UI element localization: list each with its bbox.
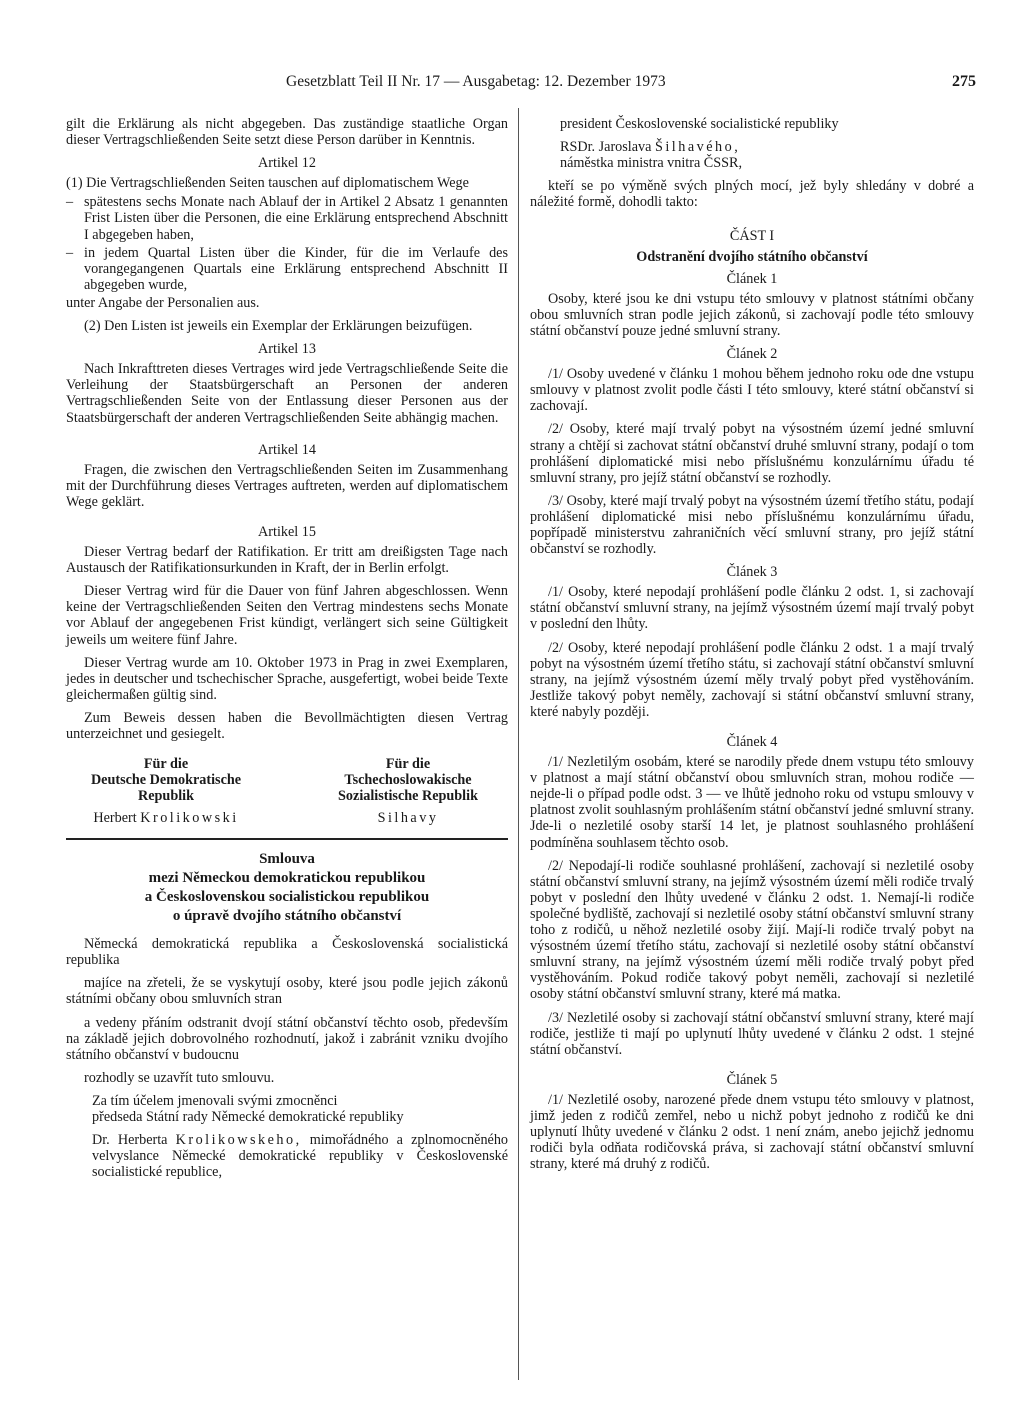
page-header [286,73,976,97]
treaty-title-line: a Československou socialistickou republikou [144,889,430,906]
treaty-p7 [66,1132,508,1180]
column-divider [518,108,519,1380]
clanek-3-p2: /2/ Osoby, které nepodají prohlášení podle článku 2 odst. 1 a mají trvalý pobyt na výsostném území třetího státu, si zachovají státní občanství smluvní strany, na jejímž výsostném území měly trvalý pobyt před vystěhováním. Jestliže takový pobyt neměly, zachovají si státní občanství smluvní strany, které nabyly později. [530,639,974,720]
right-column [530,116,974,1179]
artikel-12-dash-item-2 [66,245,508,293]
clanek-1-text: Osoby, které jsou ke dni vstupu této smlouvy v platnost státními občany obou smluvních stran podle jejich zákonů, si zachovají podle této smlouvy státní občanství pouze jedné smluvní strany. [530,290,974,339]
plenipotentiary-title: mimořádného a zplnomocněného velvyslance Německé demokratické republiky v Československé socialistické republice, [92,1132,509,1181]
clanek-2-p2: /2/ Osoby, které mají trvalý pobyt na výsostném území jedné smluvní strany a chtějí si zachovat státní občanství druhé smluvní strany, podají o tom prohlášení diplomatické misi nebo příslušnému konzulárnímu úřadu té smluvní strany, pro jejíž státní občanství se rozhodly. [530,421,974,486]
clanek-2-p1: /1/ Osoby uvedené v článku 1 mohou během jednoho roku ode dne vstupu smlouvy v platnost zvolit podle části I této smlouvy, které státní občanství si zachovají. [530,366,974,415]
signature-org: Tschechoslowakische [344,772,472,789]
treaty-p3: a vedeny přáním odstranit dvojí státní občanství těchto osob, především na základě jejich dobrovolného rozhodnutí, jakož i zabránit vzniku dvojího státního občanství v budoucnu [66,1014,508,1063]
treaty-p1: Německá demokratická republika a Československá socialistická republika [66,936,508,969]
treaty-title-line: mezi Německou demokratickou republikou [148,870,426,887]
section-divider [66,838,508,840]
signatory-first-name: Herbert [93,810,137,827]
signature-for: Für die [385,756,431,773]
header-title: Gesetzblatt Teil II Nr. 17 — Ausgabetag: 12. Dezember 1973 [286,73,666,90]
plenipotentiary-name: Šilhavého, [654,139,741,156]
artikel-15-p3: Dieser Vertrag wurde am 10. Oktober 1973 in Prag in zwei Exemplaren, jedes in deutscher und tschechischer Sprache, ausgefertigt, wobei beide Texte gleichermaßen gültig sind. [66,654,508,703]
artikel-12-tail: unter Angabe der Personalien aus. [66,294,260,311]
treaty-p5: Za tím účelem jmenovali svými zmocněnci [92,1092,338,1109]
plenipotentiary-name: Krolikowskeho, [175,1132,302,1149]
dash-marker: – [66,244,74,261]
right-p1b: náměstka ministra vnitra ČSSR, [560,155,743,172]
dash-text: in jedem Quartal Listen über die Kinder, für die im Verlaufe des vorangegangenen Quartals eine Erklärung entsprechend Abschnitt II abgegeben wurde, [84,244,508,293]
artikel-12-p2: (2) Den Listen ist jeweils ein Exemplar der Erklärungen beizufügen. [84,318,473,335]
artikel-12-dash-item-1 [66,194,508,242]
right-p1 [530,139,974,155]
right-p2: kteří se po výměně svých plných mocí, jež byly shledány v dobré a náležité formě, dohodli takto: [530,178,974,211]
signature-gdr [66,756,266,826]
artikel-13-heading: Artikel 13 [258,341,316,358]
signature-cssr [308,756,508,826]
dash-text: spätestens sechs Monate nach Ablauf der in Artikel 2 Absatz 1 genannten Frist Listen über die Personen, die eine Erklärung entsprechend Abschnitt I abgegeben haben, [84,194,508,243]
treaty-title-line: Smlouva [259,851,315,868]
treaty-title [66,850,508,926]
dash-marker: – [66,194,74,211]
artikel-15-heading: Artikel 15 [258,523,316,540]
artikel-15-p1: Dieser Vertrag bedarf der Ratifikation. Er tritt am dreißigsten Tage nach Austausch der Ratifikationsurkunden in Kraft, der in Berlin erfolgt. [66,544,508,577]
right-p0: president Československé socialistické republiky [560,116,839,132]
signatory-name [66,810,266,826]
clanek-3-heading: Článek 3 [726,564,778,581]
clanek-4-p1: /1/ Nezletilým osobám, které se narodily přede dnem vstupu této smlouvy v platnost a mají státní občanství obou smluvních stran, mohou rodiče — nejde-li o případ podle odst. 3 — ve lhůtě jednoho roku od vstupu smlouvy v platnost zvolit souhlasným prohlášením státní občanství jedné smluvní strany. Jde-li o nezletilé osoby starší 14 let, je platnost souhlasného prohlášení podmíněna souhlasem těchto osob. [530,754,974,851]
clanek-4-heading: Článek 4 [726,734,778,750]
signature-org: Sozialistische Republik [338,788,478,805]
signature-org: Deutsche Demokratische [90,772,242,789]
clanek-5-heading: Článek 5 [726,1071,778,1088]
artikel-12-p1: (1) Die Vertragschließenden Seiten tauschen auf diplomatischem Wege [66,175,469,192]
intro-paragraph: gilt die Erklärung als nicht abgegeben. Das zuständige staatliche Organ dieser Vertragschließenden Seite setzt diese Person darüber in Kenntnis. [66,116,508,149]
signature-org: Republik [138,788,194,805]
part-1-heading: ČÁST I [729,228,775,245]
signatory-name: Silhavy [377,810,439,827]
page-number: 275 [952,73,976,90]
signatory-last-name: Krolikowski [140,810,239,827]
artikel-15-p2: Dieser Vertrag wird für die Dauer von fünf Jahren abgeschlossen. Wenn keine der Vertragschließenden Seiten den Vertrag mindestens sechs Monate vor Ablauf der angegebenen Frist kündigt, verlängert sich seine Gültigkeit jeweils um weitere fünf Jahre. [66,583,508,648]
clanek-5-p1: /1/ Nezletilé osoby, narozené přede dnem vstupu této smlouvy v platnost, jimž jeden z rodičů zemřel, nebo u nichž pobyt jednoho z rodičů ke dni uplynutí lhůty uvedené v článku 2 odst. 1 není znám, anebo jejichž jednomu rodiči byla odňata rodičovská práva, si zachovají státní občanství smluvní strany, které má druhý z rodičů. [530,1091,974,1173]
artikel-14-text: Fragen, die zwischen den Vertragschließenden Seiten im Zusammenhang mit der Durchführung dieses Vertrages auftreten, werden auf diplomatischem Wege geklärt. [66,461,508,510]
artikel-14-heading: Artikel 14 [258,441,316,458]
artikel-15-p4: Zum Beweis dessen haben die Bevollmächtigten diesen Vertrag unterzeichnet und gesiegelt. [66,709,508,742]
artikel-12-heading: Artikel 12 [258,155,316,172]
signature-block [66,756,508,826]
plenipotentiary-prefix: RSDr. Jaroslava [560,139,652,156]
signature-for: Für die [143,756,189,773]
clanek-2-heading: Článek 2 [726,346,778,363]
clanek-4-p2: /2/ Nepodají-li rodiče souhlasné prohlášení, zachovají si nezletilé osoby státní občanství smluvní strany, na jejímž výsostném území měli rodiče trvalý pobyt v poslední den lhůty uvedené v článku 2 odst. 1. Nemají-li rodiče společné bydliště, zachovají si nezletilé osoby státní občanství smluvní strany toho z rodičů, u něhož nezletilé osoby žijí. Mají-li rodiče trvalý pobyt na výsostném území třetího státu, zachovají si nezletilé osoby státní občanství smluvní strany, na jejímž výsostném území měli rodiče trvalý pobyt před vystěhováním. Pokud rodiče takový pobyt neměli, zachovají si nezletilé osoby státní občanství smluvní strany, které má matka. [530,857,974,1003]
treaty-p2: majíce na zřeteli, že se vyskytují osoby, které jsou podle jejich zákonů státními občany obou smluvních stran [66,975,508,1008]
left-column [66,116,508,1187]
part-1-subheading: Odstranění dvojího státního občanství [636,248,868,265]
clanek-3-p1: /1/ Osoby, které nepodají prohlášení podle článku 2 odst. 1, si zachovají státní občanství smluvní strany, na jejímž výsostném území mají trvalý pobyt v poslední den lhůty. [530,584,974,633]
artikel-13-text: Nach Inkrafttreten dieses Vertrages wird jede Vertragschließende Seite die Verleihung der Staatsbürgerschaft an Personen der anderen Vertragschließenden Seite von der Entlassung dieser Personen aus der Staatsbürgerschaft der anderen Vertragschließenden Seite abhängig machen. [66,361,508,426]
treaty-p6: předseda Státní rady Německé demokratické republiky [92,1109,404,1126]
treaty-title-line: o úpravě dvojího státního občanství [172,908,402,925]
clanek-2-p3: /3/ Osoby, které mají trvalý pobyt na výsostném území třetího státu, podají prohlášení diplomatické misi nebo příslušnému konzulárnímu úřadu, popřípadě ministerstvu zahraničních věcí smluvní strany, pro jejíž státní občanství se rozhodly. [530,492,974,558]
treaty-p4: rozhodly se uzavřít tuto smlouvu. [84,1069,275,1086]
clanek-1-heading: Článek 1 [726,270,778,287]
clanek-4-p3: /3/ Nezletilé osoby si zachovají státní občanství smluvní strany, které mají rodiče, jestliže ti mají po uplynutí lhůty uvedené v článku 2 odst. 1 stejné státní občanství. [530,1009,974,1058]
plenipotentiary-prefix: Dr. Herberta [92,1132,168,1149]
